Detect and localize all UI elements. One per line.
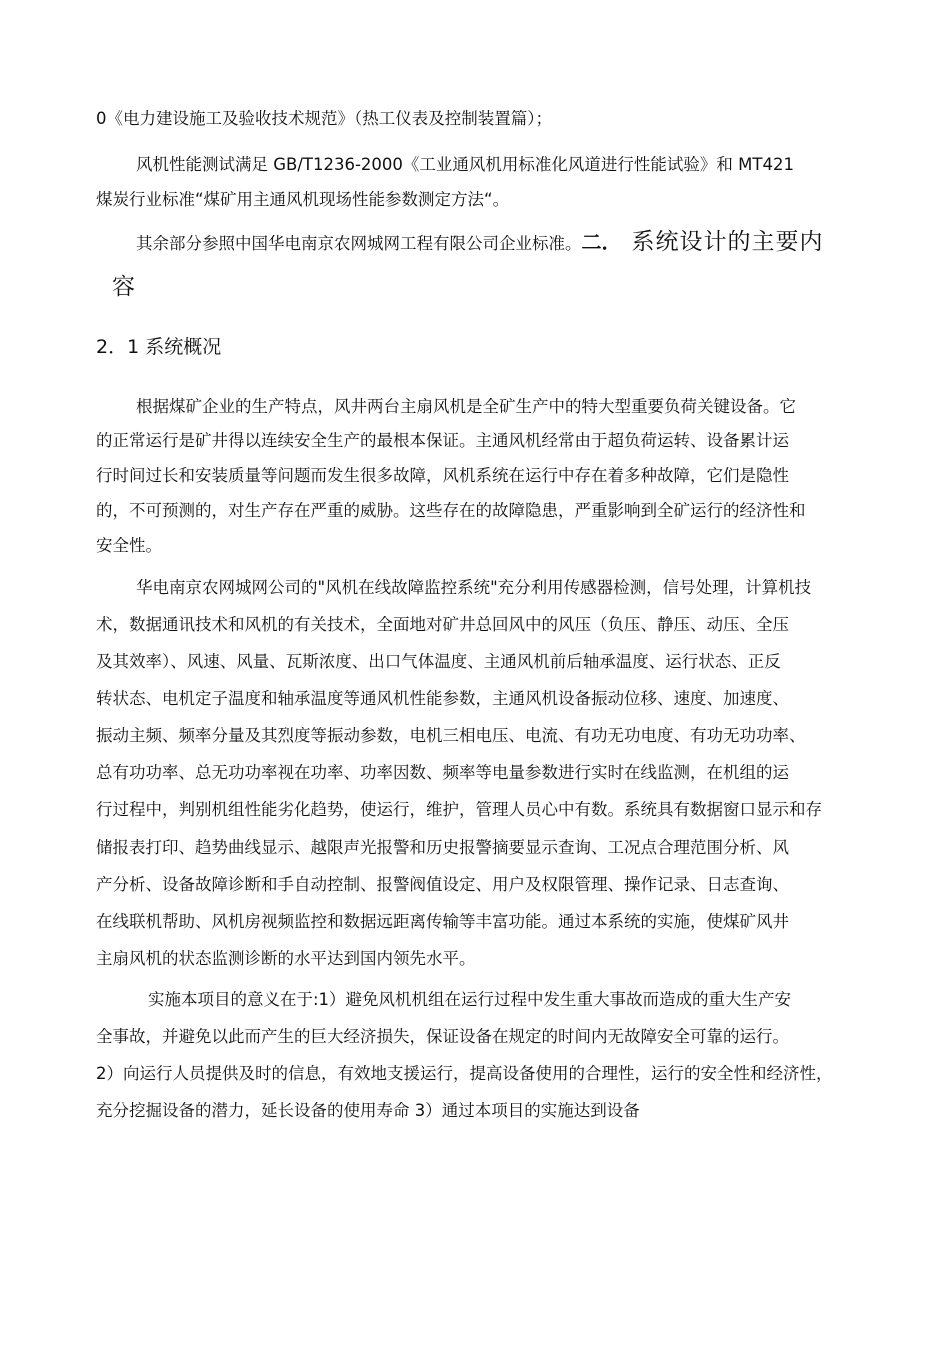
paragraph-line: 产分析、设备故障诊断和手自动控制、报警阀值设定、用户及权限管理、操作记录、日志查询、 bbox=[96, 875, 789, 894]
paragraph-line: 华电南京农网城网公司的"风机在线故障监控系统"充分利用传感器检测，信号处理，计算机技 bbox=[136, 578, 812, 597]
rest-standards-text: 其余部分参照中国华电南京农网城网工程有限公司企业标准。 bbox=[136, 234, 582, 253]
rest-standards-line bbox=[136, 231, 824, 255]
paragraph-line: 实施本项目的意义在于:1）避免风机机组在运行过程中发生重大事故而造成的重大生产安 bbox=[148, 990, 792, 1009]
fan-test-standard-line-1: 风机性能测试满足 GB/T1236-2000《工业通风机用标准化风道进行性能试验》和 MT421 bbox=[136, 155, 794, 174]
paragraph-line: 根据煤矿企业的生产特点，风井两台主扇风机是全矿生产中的特大型重要负荷关键设备。它 bbox=[136, 397, 796, 416]
paragraph-line: 全事故，并避免以此而产生的巨大经济损失，保证设备在规定的时间内无故障安全可靠的运行。 bbox=[96, 1027, 789, 1046]
paragraph-line: 行过程中，判别机组性能劣化趋势，使运行，维护，管理人员心中有数。系统具有数据窗口显示和存 bbox=[96, 800, 822, 819]
chapter-title-part1: 系统设计的主要内 bbox=[631, 229, 824, 255]
chapter-number: 二． bbox=[581, 230, 622, 254]
paragraph-line: 转状态、电机定子温度和轴承温度等通风机性能参数，主通风机设备振动位移、速度、加速度、 bbox=[96, 689, 789, 708]
paragraph-line: 及其效率）、风速、风量、瓦斯浓度、出口气体温度、主通风机前后轴承温度、运行状态、正反 bbox=[96, 652, 781, 671]
standard-reference-line: 0《电力建设施工及验收技术规范》（热工仪表及控制装置篇）； bbox=[96, 109, 552, 128]
paragraph-line: 行时间过长和安装质量等问题而发生很多故障，风机系统在运行中存在着多种故障，它们是隐性 bbox=[96, 466, 789, 485]
paragraph-line: 术，数据通讯技术和风机的有关技术，全面地对矿井总回风中的风压（负压、静压、动压、全压 bbox=[96, 615, 789, 634]
paragraph-line: 的，不可预测的，对生产存在严重的威胁。这些存在的故障隐患，严重影响到全矿运行的经济性和 bbox=[96, 501, 806, 520]
fan-test-standard-line-2: 煤炭行业标准“煤矿用主通风机现场性能参数测定方法“。 bbox=[96, 190, 510, 209]
paragraph-line: 振动主频、频率分量及其烈度等振动参数，电机三相电压、电流、有功无功电度、有功无功功率、 bbox=[96, 726, 806, 745]
paragraph-line: 总有功功率、总无功功率视在功率、功率因数、频率等电量参数进行实时在线监测，在机组的运 bbox=[96, 763, 789, 782]
section-title: 2．1 系统概况 bbox=[96, 336, 222, 358]
paragraph-line: 在线联机帮助、风机房视频监控和数据远距离传输等丰富功能。通过本系统的实施，使煤矿风井 bbox=[96, 912, 789, 931]
paragraph-line: 主扇风机的状态监测诊断的水平达到国内领先水平。 bbox=[96, 949, 476, 968]
paragraph-line: 安全性。 bbox=[96, 536, 162, 555]
paragraph-line: 充分挖掘设备的潜力，延长设备的使用寿命 3）通过本项目的实施达到设备 bbox=[96, 1101, 640, 1120]
paragraph-line: 2）向运行人员提供及时的信息，有效地支援运行，提高设备使用的合理性，运行的安全性和经济性， bbox=[96, 1064, 833, 1083]
paragraph-line: 储报表打印、趋势曲线显示、越限声光报警和历史报警摘要显示查询、工况点合理范围分析、风 bbox=[96, 838, 789, 857]
chapter-title-part2: 容 bbox=[112, 274, 136, 300]
paragraph-line: 的正常运行是矿井得以连续安全生产的最根本保证。主通风机经常由于超负荷运转、设备累计运 bbox=[96, 431, 789, 450]
